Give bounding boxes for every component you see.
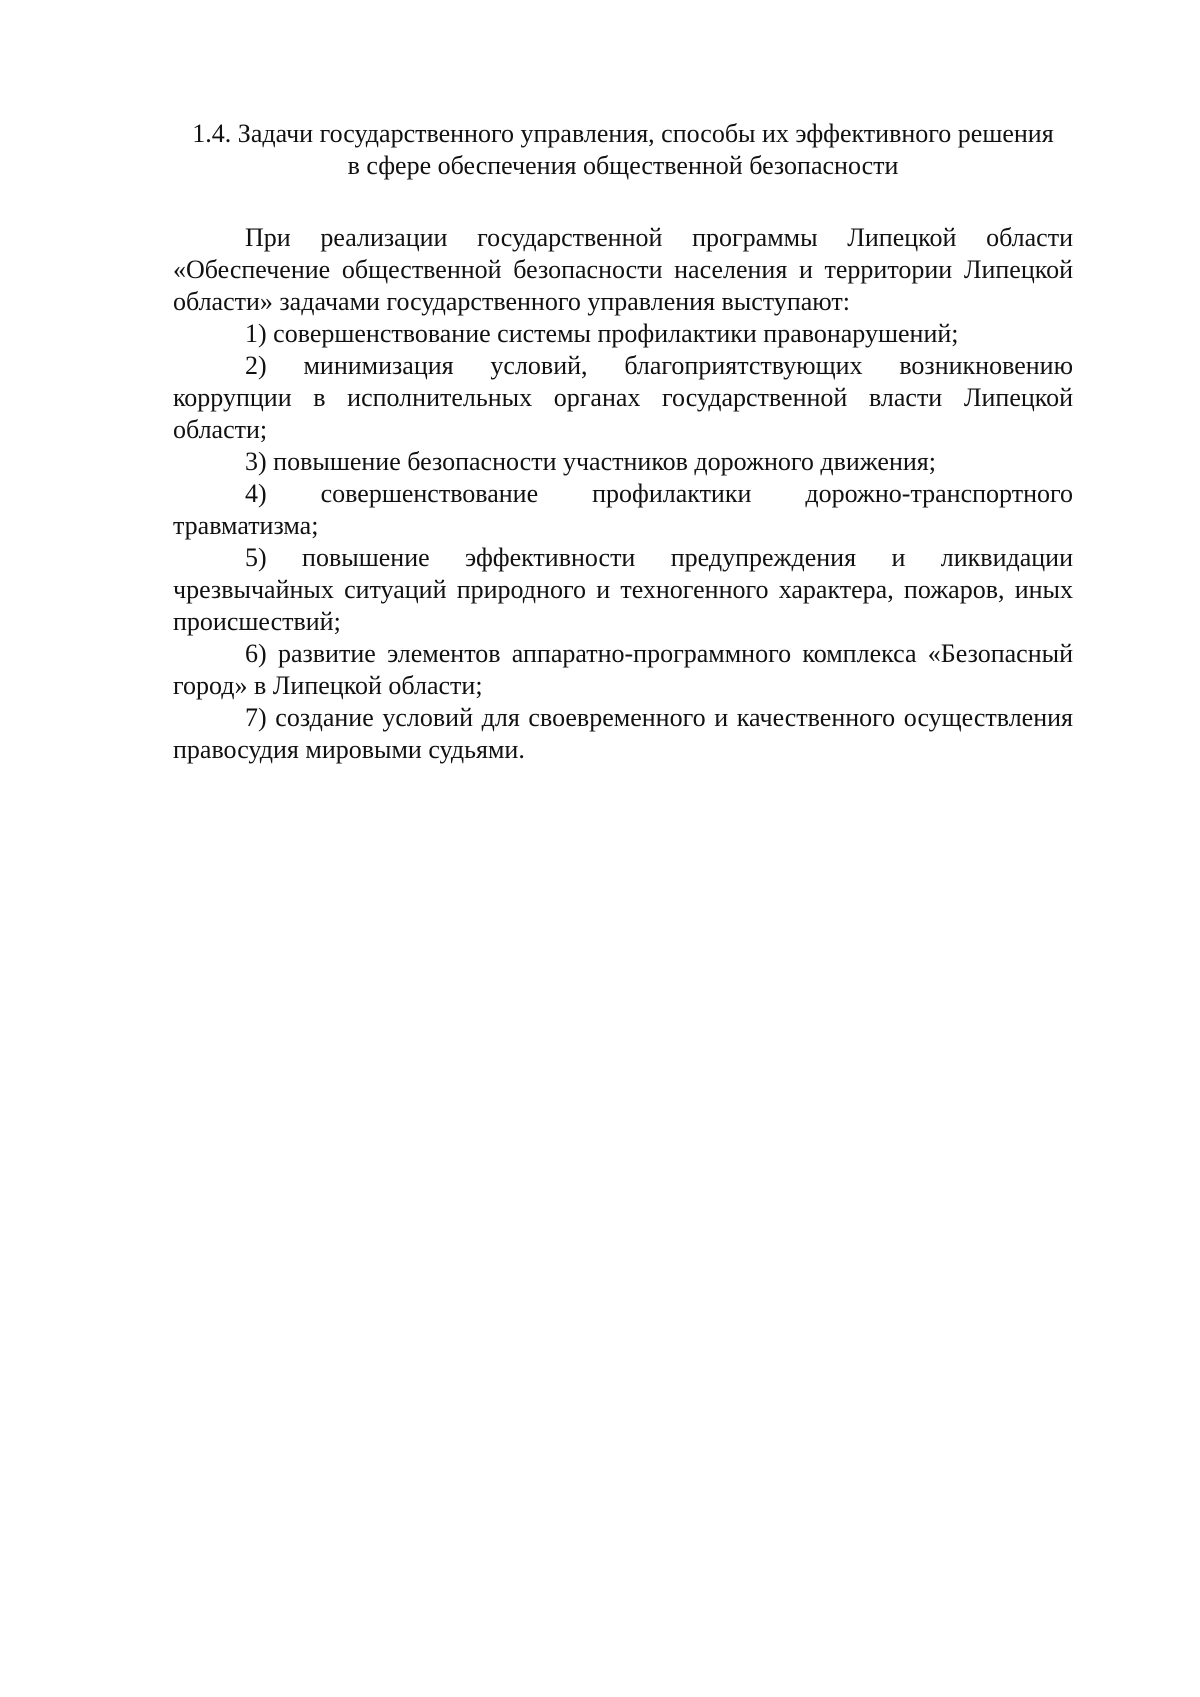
task-item-2: 2) минимизация условий, благоприятствующих возникновению коррупции в исполнительных органах государственной власти Липецкой области; [173, 351, 1073, 444]
section-title-line-2: в сфере обеспечения общественной безопасности [347, 151, 899, 180]
task-item-7: 7) создание условий для своевременного и качественного осуществления правосудия мировыми судьями. [173, 703, 1073, 764]
section-title-line-1: 1.4. Задачи государственного управления, способы их эффективного решения [192, 119, 1054, 148]
task-item-4: 4) совершенствование профилактики дорожно-транспортного травматизма; [173, 479, 1073, 540]
document-body [173, 222, 1073, 766]
task-item-3: 3) повышение безопасности участников дорожного движения; [245, 447, 936, 476]
task-item-1: 1) совершенствование системы профилактики правонарушений; [245, 319, 959, 348]
task-item-6: 6) развитие элементов аппаратно-программного комплекса «Безопасный город» в Липецкой области; [173, 639, 1073, 700]
task-item-5: 5) повышение эффективности предупреждения и ликвидации чрезвычайных ситуаций природного и техногенного характера, пожаров, иных происшествий; [173, 543, 1073, 636]
section-title [173, 118, 1073, 182]
intro-paragraph: При реализации государственной программы Липецкой области «Обеспечение общественной безопасности населения и территории Липецкой области» задачами государственного управления выступают: [173, 223, 1073, 316]
document-content [173, 118, 1073, 766]
